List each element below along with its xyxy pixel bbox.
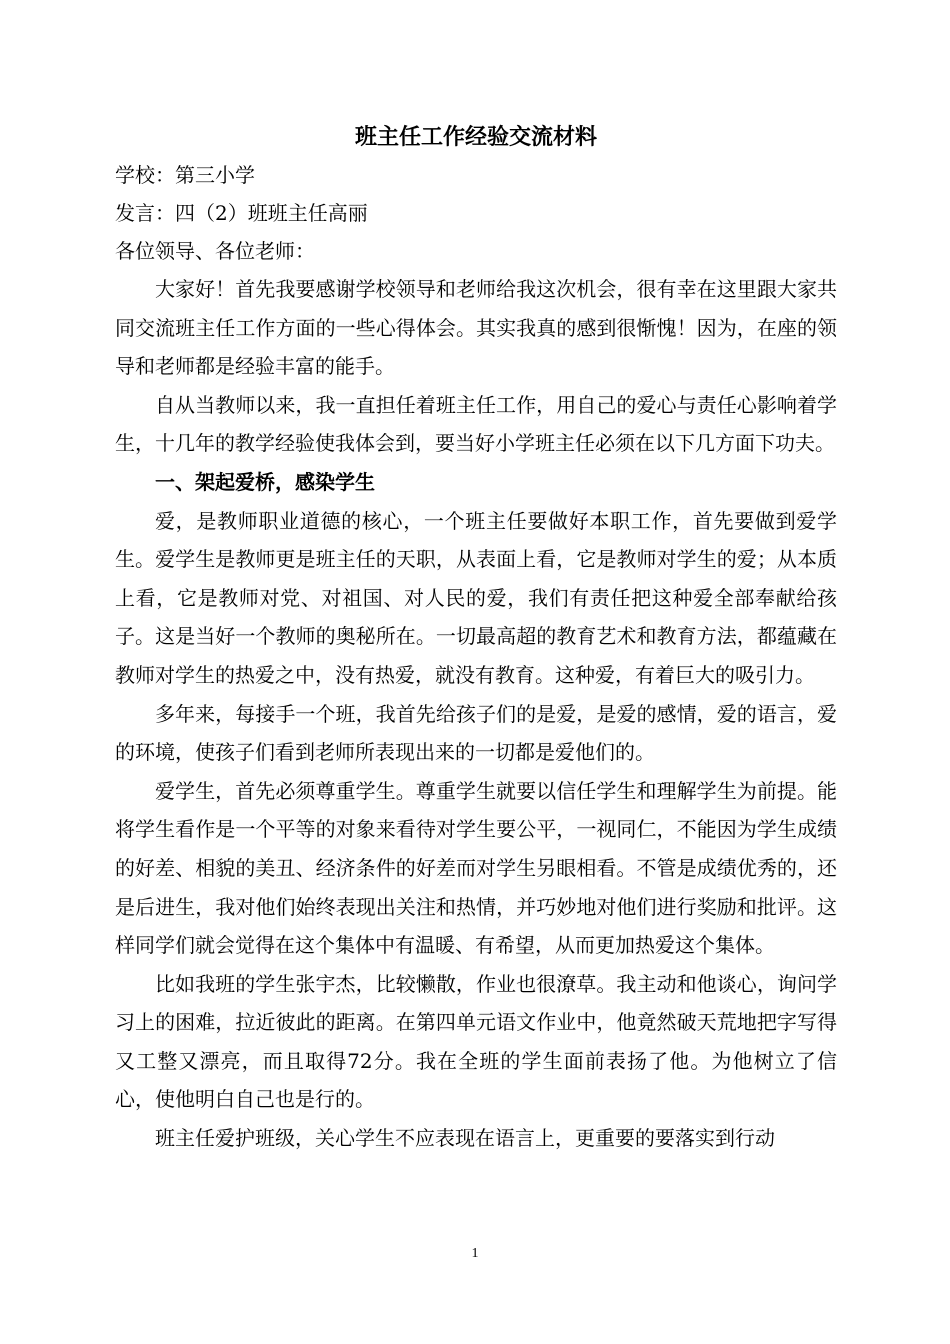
section-heading: 一、架起爱桥，感染学生 [155, 469, 375, 494]
section-paragraph: 多年来，每接手一个班，我首先给孩子们的是爱，是爱的感情，爱的语言，爱的环境，使孩子们看到老师所表现出来的一切都是爱他们的。 [115, 701, 837, 765]
document-page [115, 120, 837, 1158]
speaker-line: 发言：四（2）班班主任高丽 [115, 201, 368, 225]
greeting: 各位领导、各位老师： [115, 239, 315, 263]
section-paragraph: 比如我班的学生张宇杰，比较懒散，作业也很潦草。我主动和他谈心，询问学习上的困难，拉近彼此的距离。在第四单元语文作业中，他竟然破天荒地把字写得又工整又漂亮，而且取得72分。我在全班的学生面前表扬了他。为他树立了信心，使他明白自己也是行的。 [115, 971, 837, 1112]
school-line: 学校：第三小学 [115, 163, 255, 187]
paragraph: 大家好！首先我要感谢学校领导和老师给我这次机会，很有幸在这里跟大家共同交流班主任工作方面的一些心得体会。其实我真的感到很惭愧！因为，在座的领导和老师都是经验丰富的能手。 [115, 277, 837, 379]
section-paragraph: 爱学生，首先必须尊重学生。尊重学生就要以信任学生和理解学生为前提。能将学生看作是一个平等的对象来看待对学生要公平，一视同仁，不能因为学生成绩的好差、相貌的美丑、经济条件的好差而对学生另眼相看。不管是成绩优秀的，还是后进生，我对他们始终表现出关注和热情，并巧妙地对他们进行奖励和批评。这样同学们就会觉得在这个集体中有温暖、有希望，从而更加热爱这个集体。 [115, 778, 837, 958]
page-number: 1 [471, 1246, 479, 1261]
document-title: 班主任工作经验交流材料 [354, 125, 597, 150]
section-paragraph: 班主任爱护班级，关心学生不应表现在语言上，更重要的要落实到行动 [155, 1126, 775, 1151]
paragraph: 自从当教师以来，我一直担任着班主任工作，用自己的爱心与责任心影响着学生，十几年的教学经验使我体会到，要当好小学班主任必须在以下几方面下功夫。 [115, 392, 837, 456]
section-paragraph: 爱，是教师职业道德的核心，一个班主任要做好本职工作，首先要做到爱学生。爱学生是教师更是班主任的天职，从表面上看，它是教师对学生的爱；从本质上看，它是教师对党、对祖国、对人民的爱，我们有责任把这种爱全部奉献给孩子。这是当好一个教师的奥秘所在。一切最高超的教育艺术和教育方法，都蕴藏在教师对学生的热爱之中，没有热爱，就没有教育。这种爱，有着巨大的吸引力。 [115, 508, 837, 687]
